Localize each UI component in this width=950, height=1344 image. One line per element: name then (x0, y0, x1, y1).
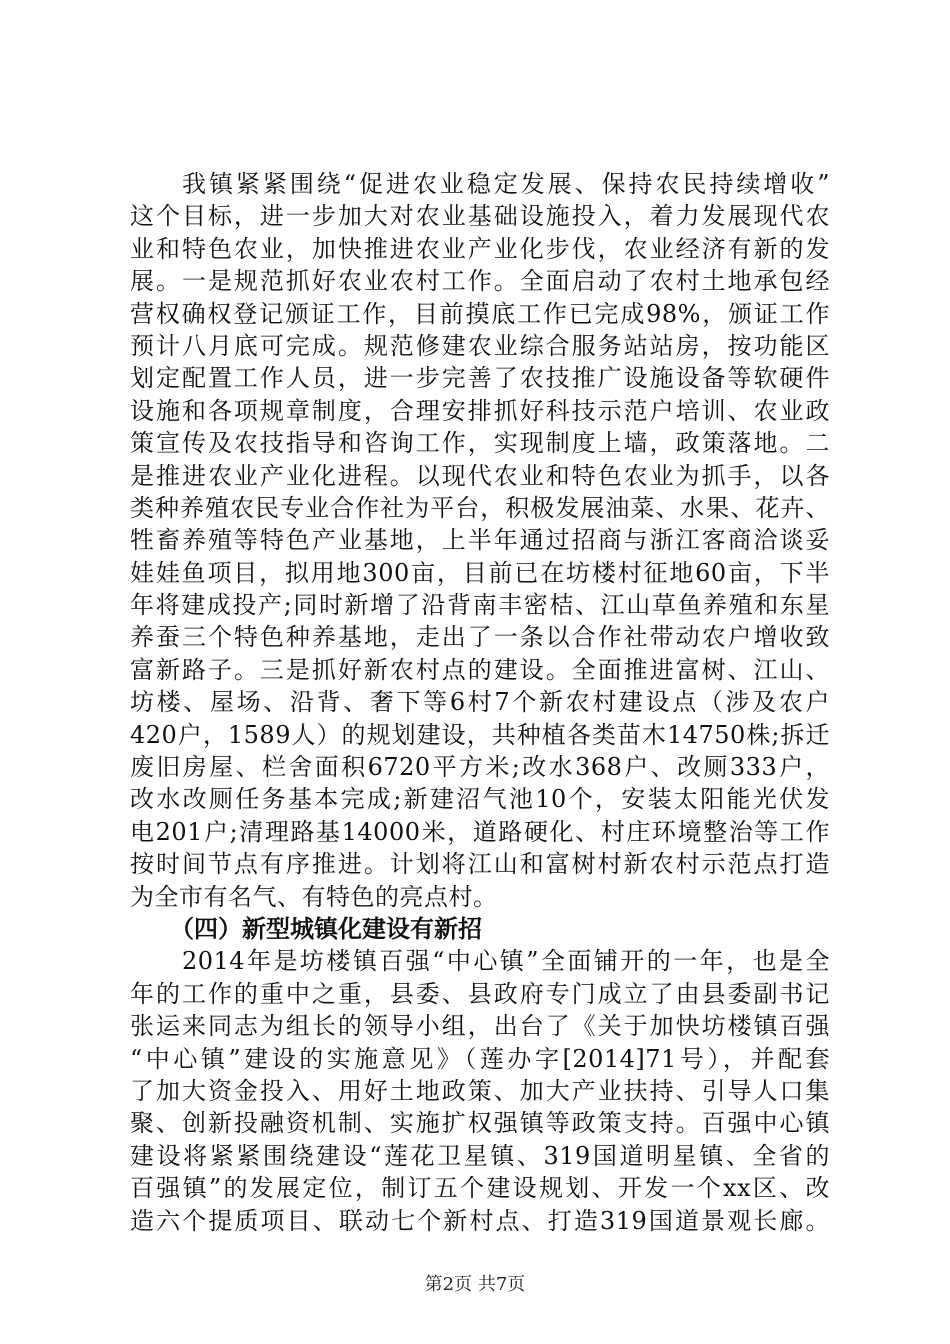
text-line: 富新路子。三是抓好新农村点的建设。全面推进富树、江山、 (130, 655, 830, 684)
text-line: 造六个提质项目、联动七个新村点、打造319国道景观长廊。 (130, 1206, 830, 1235)
text-line: 百强镇”的发展定位，制订五个建设规划、开发一个xx区、改 (130, 1174, 830, 1203)
text-line: 策宣传及农技指导和咨询工作，实现制度上墙，政策落地。二 (130, 429, 830, 458)
text-line: 年的工作的重中之重，县委、县政府专门成立了由县委副书记 (130, 979, 830, 1008)
text-line: “中心镇”建设的实施意见》（莲办字[2014]71号），并配套 (130, 1044, 830, 1073)
section-heading: （四）新型城镇化建设有新招 (170, 914, 482, 943)
text-line: 娃娃鱼项目，拟用地300亩，目前已在坊楼村征地60亩，下半 (130, 558, 830, 587)
text-line: 业和特色农业，加快推进农业产业化步伐，农业经济有新的发 (130, 234, 830, 263)
text-line: 我镇紧紧围绕“促进农业稳定发展、保持农民持续增收” (182, 170, 830, 198)
text-line: 预计八月底可完成。规范修建农业综合服务站站房，按功能区 (130, 331, 830, 360)
text-line: 建设将紧紧围绕建设“莲花卫星镇、319国道明星镇、全省的 (130, 1141, 830, 1170)
text-line: 设施和各项规章制度，合理安排抓好科技示范户培训、农业政 (130, 396, 830, 425)
text-line: 营权确权登记颁证工作，目前摸底工作已完成98%，颁证工作 (130, 299, 830, 328)
text-line: 坊楼、屋场、沿背、奢下等6村7个新农村建设点（涉及农户 (130, 688, 830, 717)
text-line: 年将建成投产;同时新增了沿背南丰密桔、江山草鱼养殖和东星 (130, 591, 830, 620)
paragraph-agriculture (130, 168, 830, 913)
text-line: 是推进农业产业化进程。以现代农业和特色农业为抓手，以各 (130, 461, 830, 490)
text-line: 了加大资金投入、用好土地政策、加大产业扶持、引导人口集 (130, 1076, 830, 1105)
text-line: 废旧房屋、栏舍面积6720平方米;改水368户、改厕333户， (130, 753, 830, 782)
text-line: 这个目标，进一步加大对农业基础设施投入，着力发展现代农 (130, 202, 830, 231)
text-line: 改水改厕任务基本完成;新建沼气池10个，安装太阳能光伏发 (130, 785, 830, 814)
text-line: 聚、创新投融资机制、实施扩权强镇等政策支持。百强中心镇 (130, 1109, 830, 1138)
page-footer: 第2页 共7页 (424, 1274, 526, 1295)
text-line: 420户，1589人）的规划建设，共种植各类苗木14750株;拆迁 (130, 720, 830, 749)
text-line: 展。一是规范抓好农业农村工作。全面启动了农村土地承包经 (130, 267, 830, 296)
text-line: 类种养殖农民专业合作社为平台，积极发展油菜、水果、花卉、 (130, 493, 830, 522)
text-line: 养蚕三个特色种养基地，走出了一条以合作社带动农户增收致 (130, 623, 830, 652)
text-line: 为全市有名气、有特色的亮点村。 (130, 882, 498, 911)
paragraph-urbanization (130, 945, 830, 1237)
text-line: 电201户;清理路基14000米，道路硬化、村庄环境整治等工作 (130, 817, 830, 846)
text-line: 按时间节点有序推进。计划将江山和富树村新农村示范点打造 (130, 850, 830, 879)
document-body (130, 168, 830, 1237)
text-line: 牲畜养殖等特色产业基地，上半年通过招商与浙江客商洽谈妥 (130, 526, 830, 555)
text-line: 划定配置工作人员，进一步完善了农技推广设施设备等软硬件 (130, 364, 830, 393)
text-line: 张运来同志为组长的领导小组，出台了《关于加快坊楼镇百强 (130, 1012, 830, 1041)
text-line: 2014年是坊楼镇百强“中心镇”全面铺开的一年，也是全 (182, 947, 830, 976)
